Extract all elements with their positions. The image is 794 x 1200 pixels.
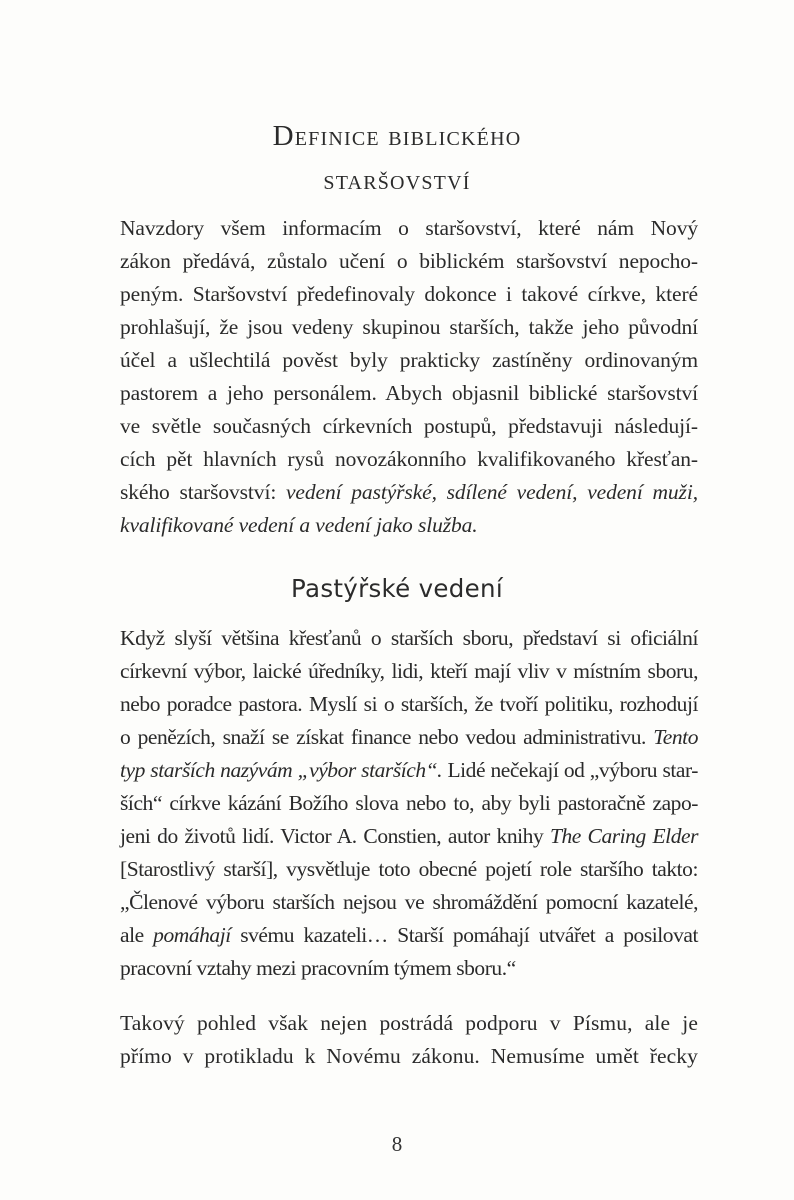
text-run: svému kazateli… Starší pomáhají utvářet a posilovat [230, 923, 698, 947]
text-line: Navzdory všem informacím o staršovství, které nám Nový [120, 216, 698, 240]
text-line: Když slyší většina křesťanů o starších sboru, představí si oficiální [120, 626, 698, 650]
text-line: přímo v protikladu k Novému zákonu. Nemusíme umět řecky [120, 1044, 698, 1068]
text-line: nebo poradce pastora. Myslí si o starších, že tvoří politiku, rozhodují [120, 692, 698, 716]
text-run: ale [120, 923, 154, 947]
text-line [120, 509, 698, 542]
chapter-title-line-1: Definice biblického [272, 120, 522, 152]
chapter-title [0, 114, 794, 202]
text-line: Takový pohled však nejen postrádá podporu v Písmu, ale je [120, 1011, 698, 1035]
chapter-title-line-2: staršovství [323, 164, 471, 196]
italic-text-run: pomáhají [153, 923, 231, 947]
text-run: o penězích, snaží se získat finance nebo vedou administrativu. [120, 725, 654, 749]
text-line [120, 476, 698, 509]
text-line [120, 820, 698, 853]
text-line: cích pět hlavních rysů novozákonního kvalifikovaného křesťan- [120, 447, 698, 471]
intro-paragraph [120, 212, 698, 542]
text-line: „Členové výboru starších nejsou ve shromáždění pomocní kazatelé, [120, 890, 698, 914]
text-line: ších“ církve kázání Božího slova nebo to, aby byli pastoračně zapo- [120, 791, 698, 815]
text-line: pastorem a jeho personálem. Abych objasnil biblické staršovství [120, 381, 698, 405]
section-heading: Pastýřské vedení [291, 574, 503, 603]
text-line: zákon předává, zůstalo učení o biblickém staršovství nepocho- [120, 249, 698, 273]
text-run: ského staršovství: [120, 480, 286, 504]
text-line: církevní výbor, laické úředníky, lidi, kteří mají vliv v místním sboru, [120, 659, 698, 683]
body-paragraph [120, 1007, 698, 1073]
italic-text-run: vedení pastýřské, sdílené vedení, vedení muži, [285, 480, 698, 504]
text-line: [Starostlivý starší], vysvětluje toto obecné pojetí role staršího takto: [120, 857, 698, 881]
text-line: peným. Staršovství předefinovaly dokonce i takové církve, které [120, 282, 698, 306]
text-run: jeni do životů lidí. Victor A. Constien, autor knihy [120, 824, 550, 848]
text-line: prohlašují, že jsou vedeny skupinou starších, takže jeho původní [120, 315, 698, 339]
text-line: účel a ušlechtilá pověst byly prakticky zastíněny ordinovaným [120, 348, 698, 372]
text-line [120, 754, 698, 787]
text-run: Lidé nečekají od „výboru star- [442, 758, 698, 782]
italic-text-run: kvalifikované vedení a vedení jako služba. [120, 513, 478, 537]
body-paragraph [120, 622, 698, 985]
page-number: 8 [391, 1132, 403, 1156]
italic-text-run: typ starších nazývám „výbor starších“. [120, 758, 443, 782]
text-line: ve světle současných církevních postupů, představuji následují- [120, 414, 698, 438]
book-title: The Caring Elder [549, 824, 698, 848]
text-line [120, 721, 698, 754]
text-line [120, 919, 698, 952]
text-line: pracovní vztahy mezi pracovním týmem sboru.“ [120, 956, 516, 980]
italic-text-run: Tento [653, 725, 698, 749]
